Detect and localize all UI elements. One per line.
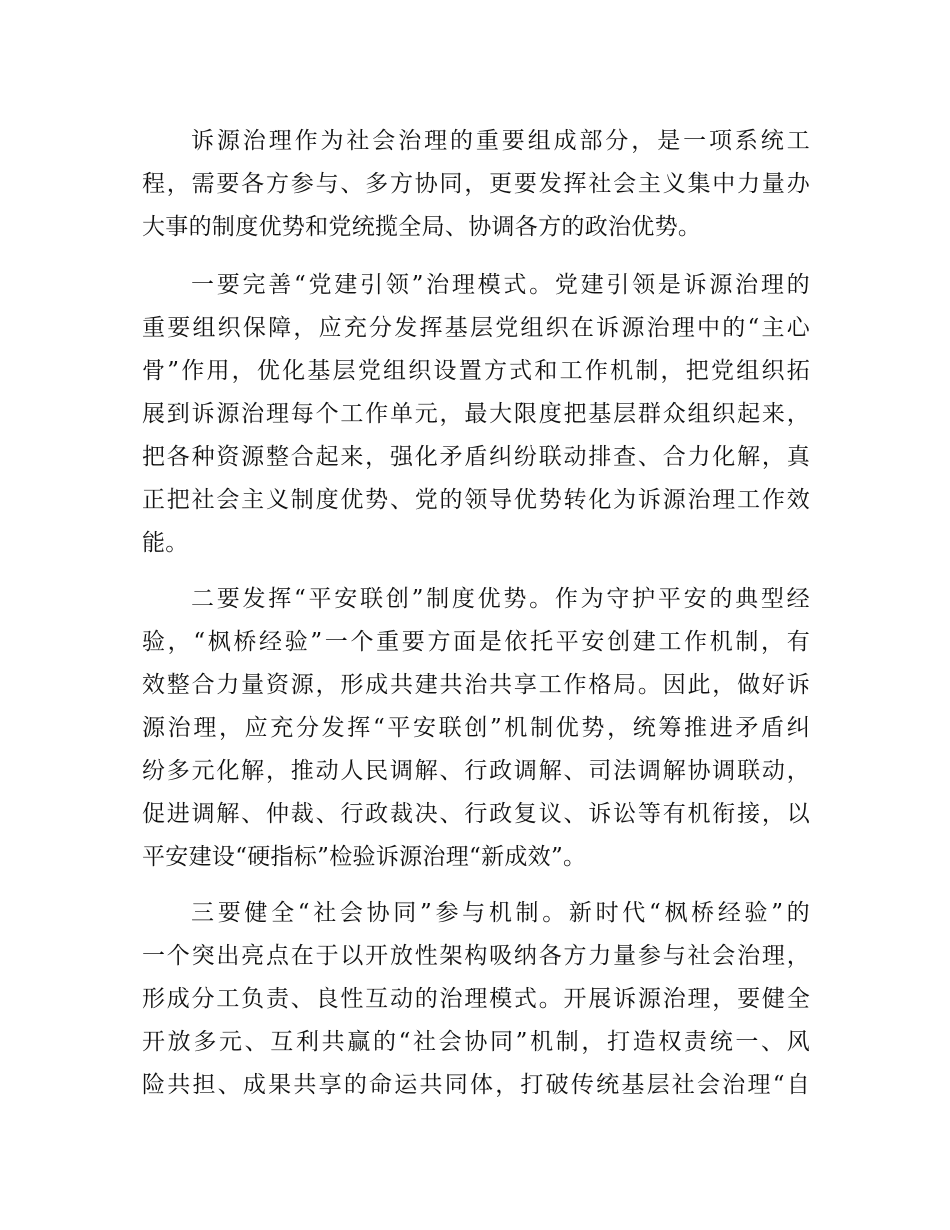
text-line: 源治理，应充分发挥“平安联创”机制优势，统筹推进矛盾纠 [142, 715, 810, 741]
text-line: 开放多元、互利共赢的“社会协同”机制，打造权责统一、风 [142, 1029, 810, 1055]
text-line: 能。 [142, 530, 189, 556]
text-line: 二要发挥“平安联创”制度优势。作为守护平安的典型经 [191, 586, 810, 612]
text-line: 三要健全“社会协同”参与机制。新时代“枫桥经验”的 [191, 900, 810, 926]
text-line: 险共担、成果共享的命运共同体，打破传统基层社会治理“自 [142, 1072, 810, 1098]
text-line: 重要组织保障，应充分发挥基层党组织在诉源治理中的“主心 [142, 315, 810, 341]
text-line: 程，需要各方参与、多方协同，更要发挥社会主义集中力量办 [142, 171, 810, 197]
text-line: 促进调解、仲裁、行政裁决、行政复议、诉讼等有机衔接，以 [142, 801, 810, 827]
text-line: 大事的制度优势和党统揽全局、协调各方的政治优势。 [142, 214, 702, 240]
text-line: 验，“枫桥经验”一个重要方面是依托平安创建工作机制，有 [142, 629, 810, 655]
text-line: 展到诉源治理每个工作单元，最大限度把基层群众组织起来， [142, 401, 810, 427]
text-line: 平安建设“硬指标”检验诉源治理“新成效”。 [142, 844, 587, 870]
text-line: 形成分工负责、良性互动的治理模式。开展诉源治理，要健全 [142, 986, 810, 1012]
text-line: 一要完善“党建引领”治理模式。党建引领是诉源治理的 [191, 272, 810, 298]
text-line: 把各种资源整合起来，强化矛盾纠纷联动排查、合力化解，真 [142, 444, 810, 470]
text-line: 骨”作用，优化基层党组织设置方式和工作机制，把党组织拓 [142, 358, 810, 384]
text-line: 一个突出亮点在于以开放性架构吸纳各方力量参与社会治理， [142, 943, 810, 969]
text-line: 诉源治理作为社会治理的重要组成部分，是一项系统工 [191, 128, 810, 154]
text-line: 正把社会主义制度优势、党的领导优势转化为诉源治理工作效 [142, 487, 810, 513]
text-line: 效整合力量资源，形成共建共治共享工作格局。因此，做好诉 [142, 672, 810, 698]
text-line: 纷多元化解，推动人民调解、行政调解、司法调解协调联动， [142, 758, 810, 784]
